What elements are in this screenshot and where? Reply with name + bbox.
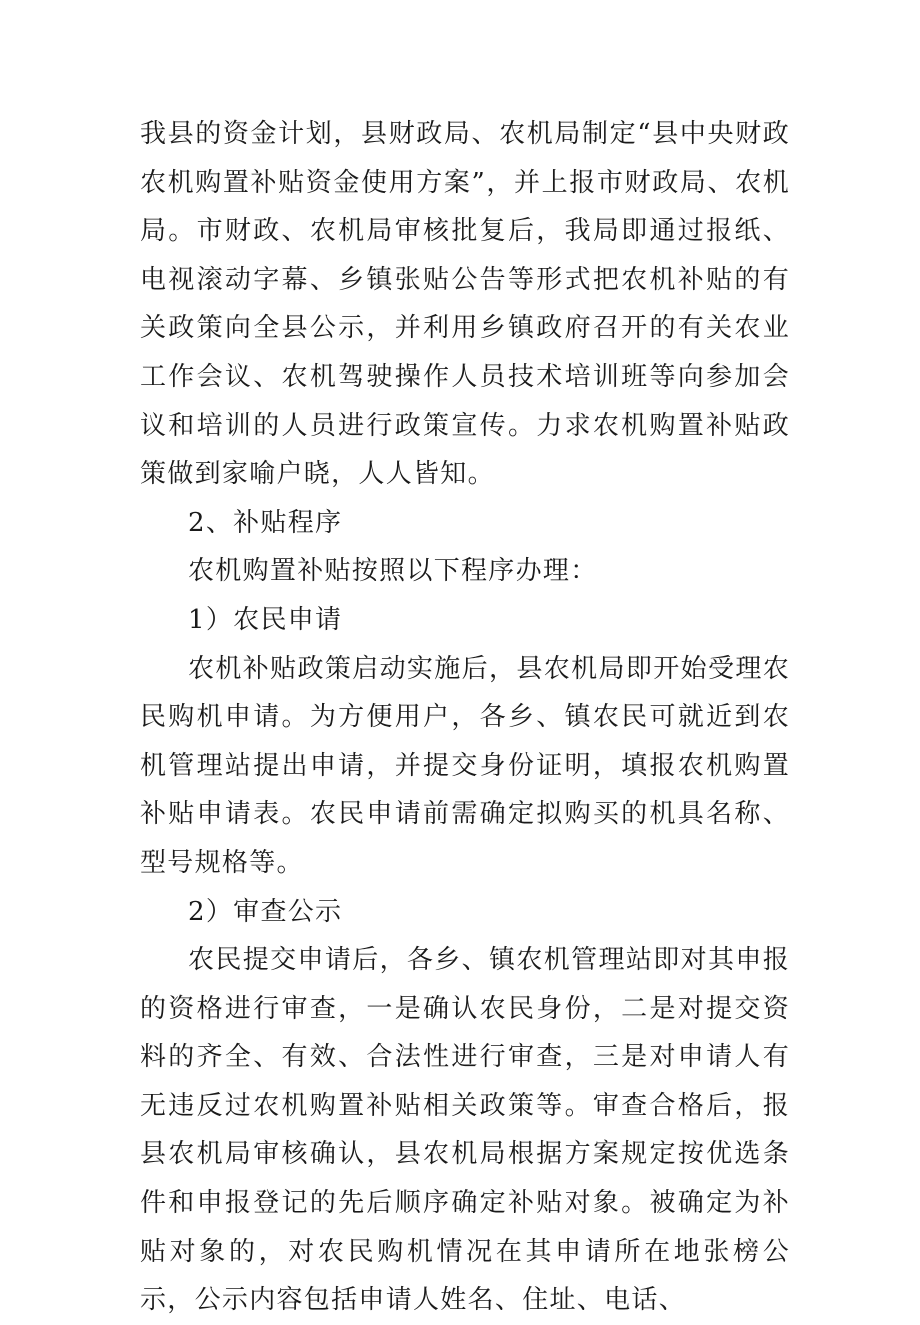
document-body [140, 110, 790, 1325]
subheading-farmer-application: 1）农民申请 [188, 604, 343, 635]
paragraph-farmer-application: 农机补贴政策启动实施后，县农机局即开始受理农民购机申请。为方便用户，各乡、镇农民可就近到农机管理站提出申请，并提交身份证明，填报农机购置补贴申请表。农民申请前需确定拟购买的机具名称、型号规格等。 [140, 653, 790, 878]
paragraph-funding-plan: 我县的资金计划，县财政局、农机局制定“县中央财政农机购置补贴资金使用方案”，并上报市财政局、农机局。市财政、农机局审核批复后，我局即通过报纸、电视滚动字幕、乡镇张贴公告等形式把农机补贴的有关政策向全县公示，并利用乡镇政府召开的有关农业工作会议、农机驾驶操作人员技术培训班等向参加会议和培训的人员进行政策宣传。力求农机购置补贴政策做到家喻户晓，人人皆知。 [140, 119, 790, 490]
paragraph-procedure-intro: 农机购置补贴按照以下程序办理： [188, 556, 598, 587]
section-heading-subsidy-procedure: 2、补贴程序 [188, 507, 343, 538]
paragraph-review-publicity: 农民提交申请后，各乡、镇农机管理站即对其申报的资格进行审查，一是确认农民身份，二是对提交资料的齐全、有效、合法性进行审查，三是对申请人有无违反过农机购置补贴相关政策等。审查合格后，报县农机局审核确认，县农机局根据方案规定按优选条件和申报登记的先后顺序确定补贴对象。被确定为补贴对象的，对农民购机情况在其申请所在地张榜公示，公示内容包括申请人姓名、住址、电话、 [140, 945, 790, 1316]
subheading-review-publicity: 2）审查公示 [188, 896, 343, 927]
